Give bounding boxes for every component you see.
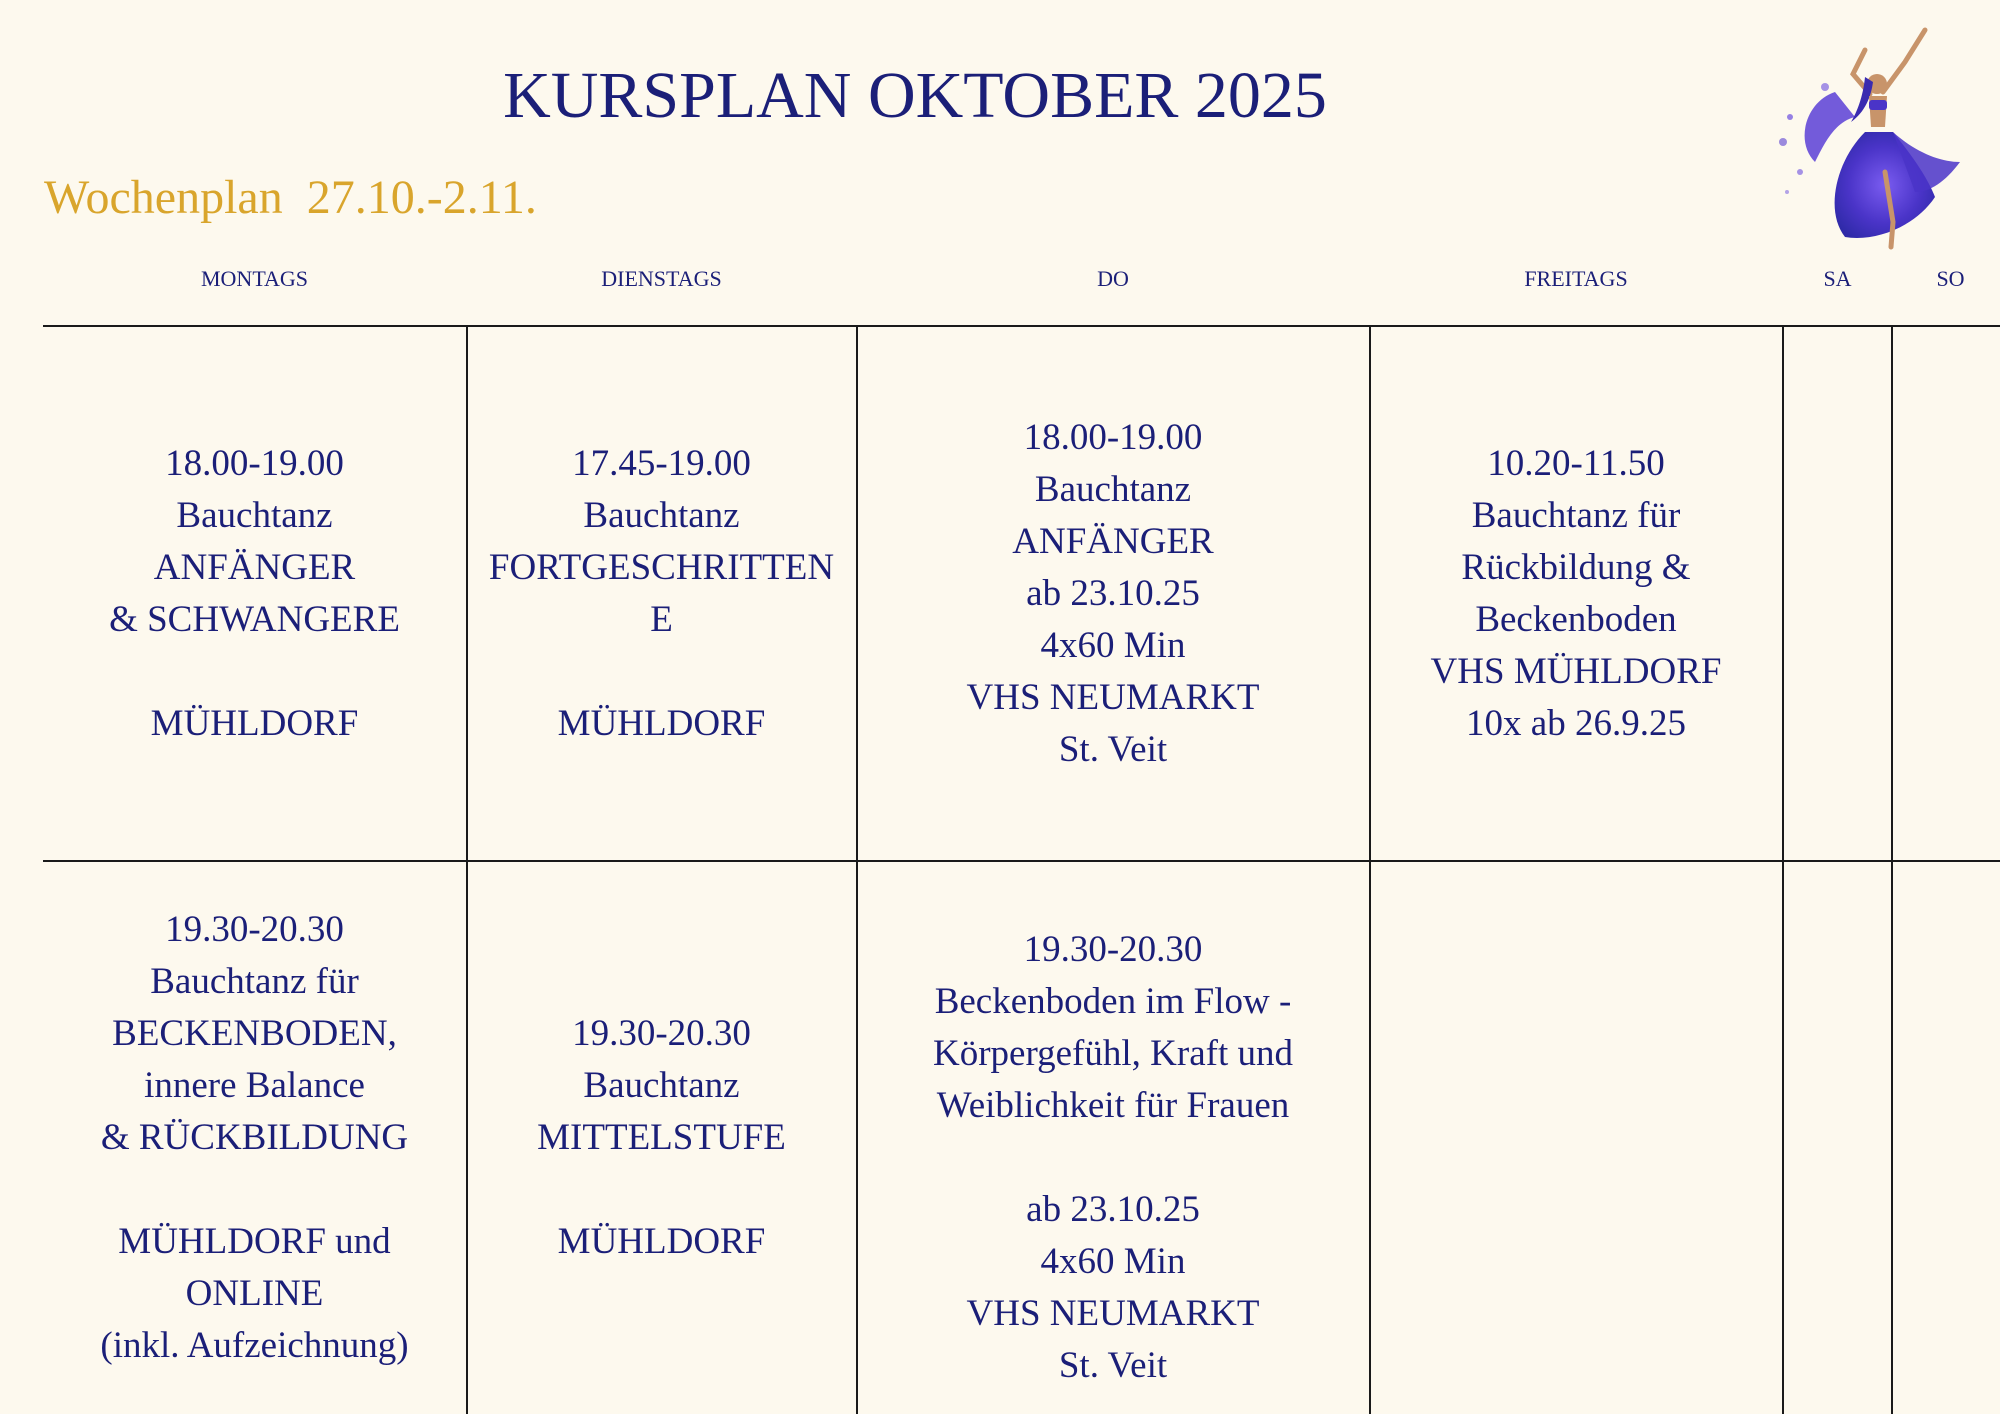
schedule-cell-tuesday-2: [467, 862, 856, 1414]
schedule-cell-friday-1: [1370, 327, 1782, 860]
course-info: 10.20-11.50 Bauchtanz für Rückbildung & Beckenboden VHS MÜHLDORF 10x ab 26.9.25: [1430, 442, 1722, 744]
schedule-cell-sunday-1: [1893, 327, 2000, 860]
course-info: 18.00-19.00 Bauchtanz ANFÄNGER ab 23.10.25 4x60 Min VHS NEUMARKT St. Veit: [966, 416, 1260, 770]
course-info: 17.45-19.00 Bauchtanz FORTGESCHRITTEN E MÜHLDORF: [488, 442, 835, 744]
schedule-cell-thursday-2: [857, 862, 1369, 1414]
course-info: 18.00-19.00 Bauchtanz ANFÄNGER & SCHWANGERE MÜHLDORF: [109, 442, 400, 744]
schedule-cell-saturday-2: [1783, 862, 1891, 1414]
week-range-subtitle: Wochenplan 27.10.-2.11.: [44, 171, 537, 224]
day-header-monday: MONTAGS: [200, 266, 309, 291]
schedule-cell-sunday-2: [1893, 862, 2000, 1414]
schedule-cell-thursday-1: [857, 327, 1369, 860]
day-header-saturday: SA: [1823, 266, 1852, 291]
schedule-cell-monday-1: [43, 327, 466, 860]
belly-dancer-illustration: [1765, 22, 1965, 257]
course-info: 19.30-20.30 Bauchtanz für BECKENBODEN, innere Balance & RÜCKBILDUNG MÜHLDORF und ONLINE (inkl. Aufzeichnung): [100, 909, 409, 1366]
day-header-friday: FREITAGS: [1524, 266, 1628, 291]
page-title: KURSPLAN OKTOBER 2025: [503, 59, 1327, 132]
schedule-cell-saturday-1: [1783, 327, 1891, 860]
day-header-tuesday: DIENSTAGS: [601, 266, 722, 291]
schedule-cell-friday-2: [1370, 862, 1782, 1414]
course-info: 19.30-20.30 Beckenboden im Flow - Körpergefühl, Kraft und Weiblichkeit für Frauen ab 23.10.25 4x60 Min VHS NEUMARKT St. Veit: [933, 929, 1293, 1386]
day-header-sunday: SO: [1936, 266, 1965, 291]
day-header-thursday: DO: [1097, 266, 1129, 291]
schedule-cell-monday-2: [43, 862, 466, 1414]
course-info: 19.30-20.30 Bauchtanz MITTELSTUFE MÜHLDORF: [537, 1013, 786, 1262]
schedule-cell-tuesday-1: [467, 327, 856, 860]
